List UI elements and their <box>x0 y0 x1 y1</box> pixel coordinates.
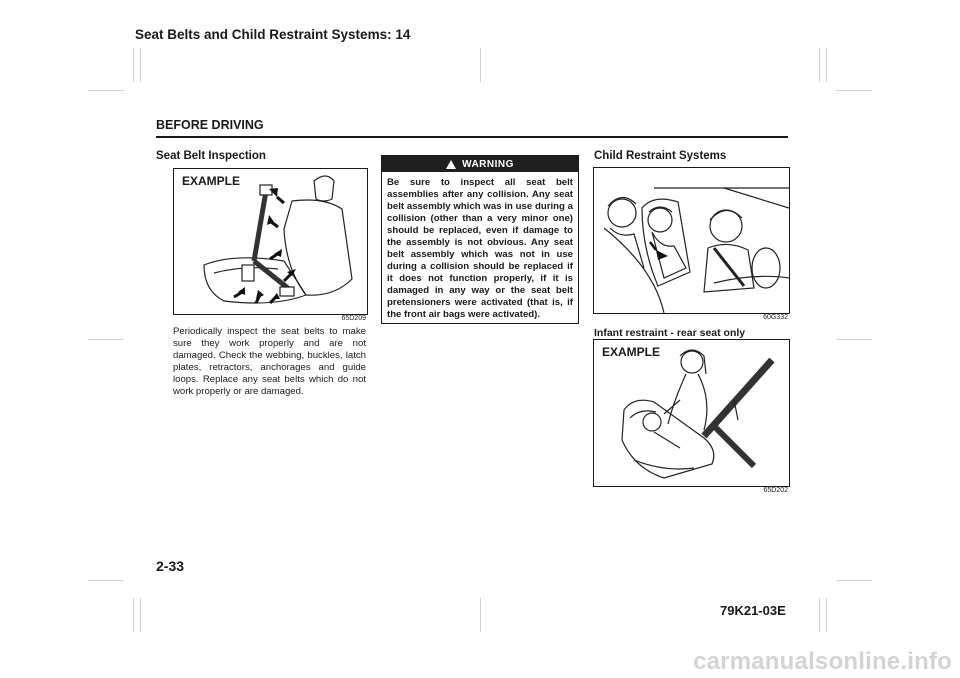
figure-code: 65D202 <box>763 487 788 494</box>
figure-example-label: EXAMPLE <box>182 174 241 188</box>
crop-mark <box>836 90 872 91</box>
site-watermark: carmanualsonline.info <box>693 648 952 675</box>
page-header-title: Seat Belts and Child Restraint Systems: 14 <box>135 27 411 42</box>
crop-mark <box>140 598 141 632</box>
crop-mark <box>819 48 820 82</box>
figure-code: 65D209 <box>341 315 366 322</box>
seat-belt-figure <box>173 168 368 315</box>
crop-mark <box>133 598 134 632</box>
figure-example-label: EXAMPLE <box>602 345 661 359</box>
warning-title: WARNING <box>462 158 514 170</box>
header-rule <box>156 136 788 138</box>
crop-mark <box>133 48 134 82</box>
infant-restraint-figure <box>593 339 790 487</box>
crop-mark <box>88 580 124 581</box>
warning-triangle-icon <box>446 160 456 169</box>
page-number: 2-33 <box>156 558 185 574</box>
crop-mark <box>480 48 481 82</box>
crop-mark <box>88 90 124 91</box>
crop-mark <box>836 580 872 581</box>
inspection-paragraph: Periodically inspect the seat belts to make sure they work properly and are not damaged. Check the webbing, buckles, latch plates, retractors, anchorages and guide loops. Replace any seat belts which do not work properly or are damaged. <box>173 326 366 397</box>
seat-belt-inspection-heading: Seat Belt Inspection <box>156 150 266 162</box>
warning-text: Be sure to inspect all seat belt assemblies after any collision. Any seat belt assembly which was in use during a collision (other than a very minor one) should be replaced, even if damage to the assembly is not obvious. Any seat belt assembly which was not in use during a collision should be replaced if it does not function properly, if it is damaged in any way or the seat belt pretensioners were activated (that is, if the front air bags were activated). <box>387 177 573 320</box>
child-restraint-heading: Child Restraint Systems <box>594 150 727 162</box>
crop-mark <box>826 48 827 82</box>
figure-code: 60G332 <box>763 314 788 321</box>
crop-mark <box>819 598 820 632</box>
crop-mark <box>88 339 124 340</box>
child-restraint-illustration <box>594 168 789 313</box>
crop-mark <box>826 598 827 632</box>
infant-restraint-subheading: Infant restraint - rear seat only <box>594 327 746 339</box>
document-code: 79K21-03E <box>720 603 786 618</box>
section-title: BEFORE DRIVING <box>156 118 264 132</box>
crop-mark <box>140 48 141 82</box>
crop-mark <box>480 598 481 632</box>
crop-mark <box>836 339 872 340</box>
child-restraint-figure <box>593 167 790 314</box>
warning-box <box>381 155 579 324</box>
seat-belt-illustration <box>174 169 367 314</box>
warning-header <box>382 156 578 172</box>
infant-restraint-illustration <box>594 340 789 486</box>
